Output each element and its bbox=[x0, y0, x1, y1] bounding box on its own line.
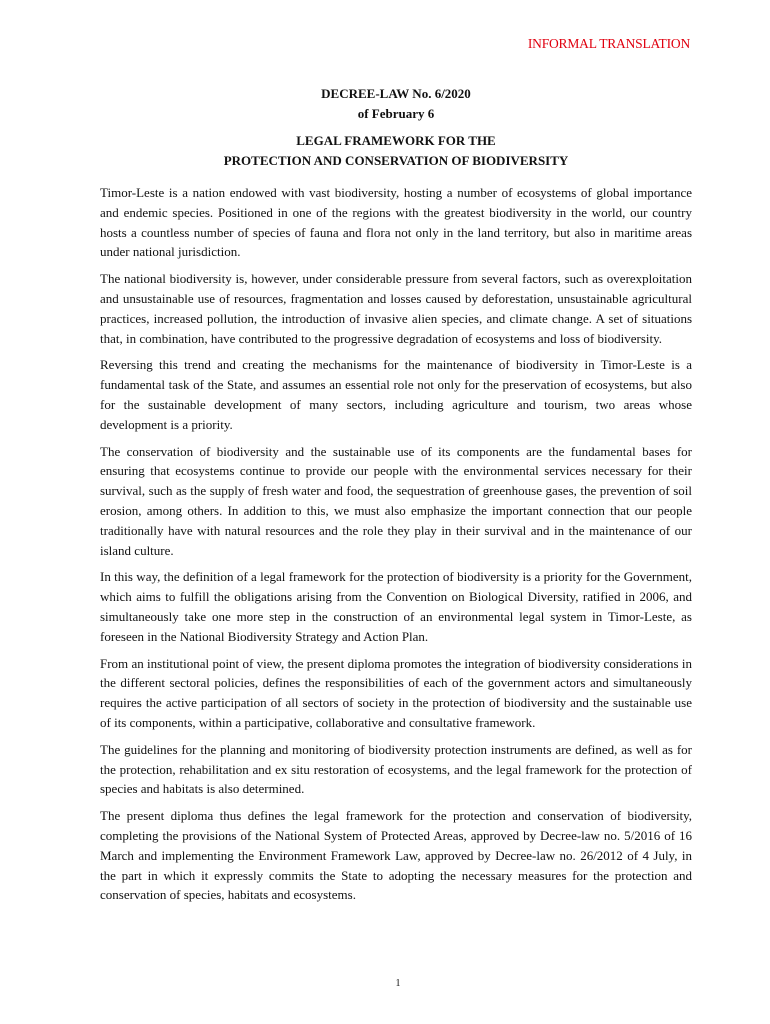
decree-number: DECREE-LAW No. 6/2020 bbox=[321, 86, 471, 101]
title-block bbox=[100, 84, 692, 171]
paragraph-4: The conservation of biodiversity and the sustainable use of its components are the fundamental bases for ensuring that ecosystems continue to provide our people with the environmental services necessary for their survival, such as the supply of fresh water and food, the sequestration of greenhouse gases, the prevention of soil erosion, among others. In addition to this, we must also emphasize the important connection that our people traditionally have with natural resources and the role they play in their survival and in the maintenance of our island culture. bbox=[100, 443, 692, 558]
title-spacer bbox=[100, 124, 692, 131]
decree-date: of February 6 bbox=[357, 106, 435, 121]
paragraph-5: In this way, the definition of a legal framework for the protection of biodiversity is a priority for the Government, which aims to fulfill the obligations arising from the Convention on Biological Diversity, ratified in 2006, and simultaneously take one more step in the construction of an environmental legal system in Timor-Leste, as foreseen in the National Biodiversity Strategy and Action Plan. bbox=[100, 569, 692, 644]
heading-line-2: PROTECTION AND CONSERVATION OF BIODIVERSITY bbox=[223, 153, 569, 168]
paragraph-1: Timor-Leste is a nation endowed with vast biodiversity, hosting a number of ecosystems of global importance and endemic species. Positioned in one of the regions with the greatest biodiversity in the world, our country hosts a countless number of species of fauna and flora not only in the land territory, but also in maritime areas under national jurisdiction. bbox=[100, 185, 692, 260]
paragraph-7: The guidelines for the planning and monitoring of biodiversity protection instruments are defined, as well as for the protection, rehabilitation and ex situ restoration of ecosystems, and the legal framework for the protection of species and habitats is also determined. bbox=[100, 741, 692, 797]
page-number: 1 bbox=[395, 978, 401, 989]
heading-line-1: LEGAL FRAMEWORK FOR THE bbox=[296, 133, 496, 148]
paragraph-8: The present diploma thus defines the legal framework for the protection and conservation of biodiversity, completing the provisions of the National System of Protected Areas, approved by Decree-law no. 5/2016 of 16 March and implementing the Environment Framework Law, approved by Decree-law no. 26/2012 of 4 July, in the part in which it expressly commits the State to adopting the necessary measures for the protection and conservation of species, habitats and ecosystems. bbox=[100, 808, 692, 903]
paragraph-2: The national biodiversity is, however, under considerable pressure from several factors, such as overexploitation and unsustainable use of resources, fragmentation and losses caused by deforestation, unsustainable agricultural practices, increased pollution, the introduction of invasive alien species, and climate change. A set of situations that, in combination, have contributed to the progressive degradation of ecosystems and loss of biodiversity. bbox=[100, 271, 692, 346]
paragraph-3: Reversing this trend and creating the mechanisms for the maintenance of biodiversity in Timor-Leste is a fundamental task of the State, and assumes an essential role not only for the preservation of ecosystems, but also for the sustainable development of many sectors, including agriculture and tourism, two areas whose development is a priority. bbox=[100, 357, 692, 432]
document-body bbox=[100, 183, 692, 912]
informal-translation-label: INFORMAL TRANSLATION bbox=[527, 36, 690, 51]
paragraph-6: From an institutional point of view, the present diploma promotes the integration of biodiversity considerations in the different sectoral policies, defines the responsibilities of each of the government actors and simultaneously requires the active participation of all sectors of society in the protection of biodiversity and the sustainable use of its components, within a participative, collaborative and consultative framework. bbox=[100, 655, 692, 730]
